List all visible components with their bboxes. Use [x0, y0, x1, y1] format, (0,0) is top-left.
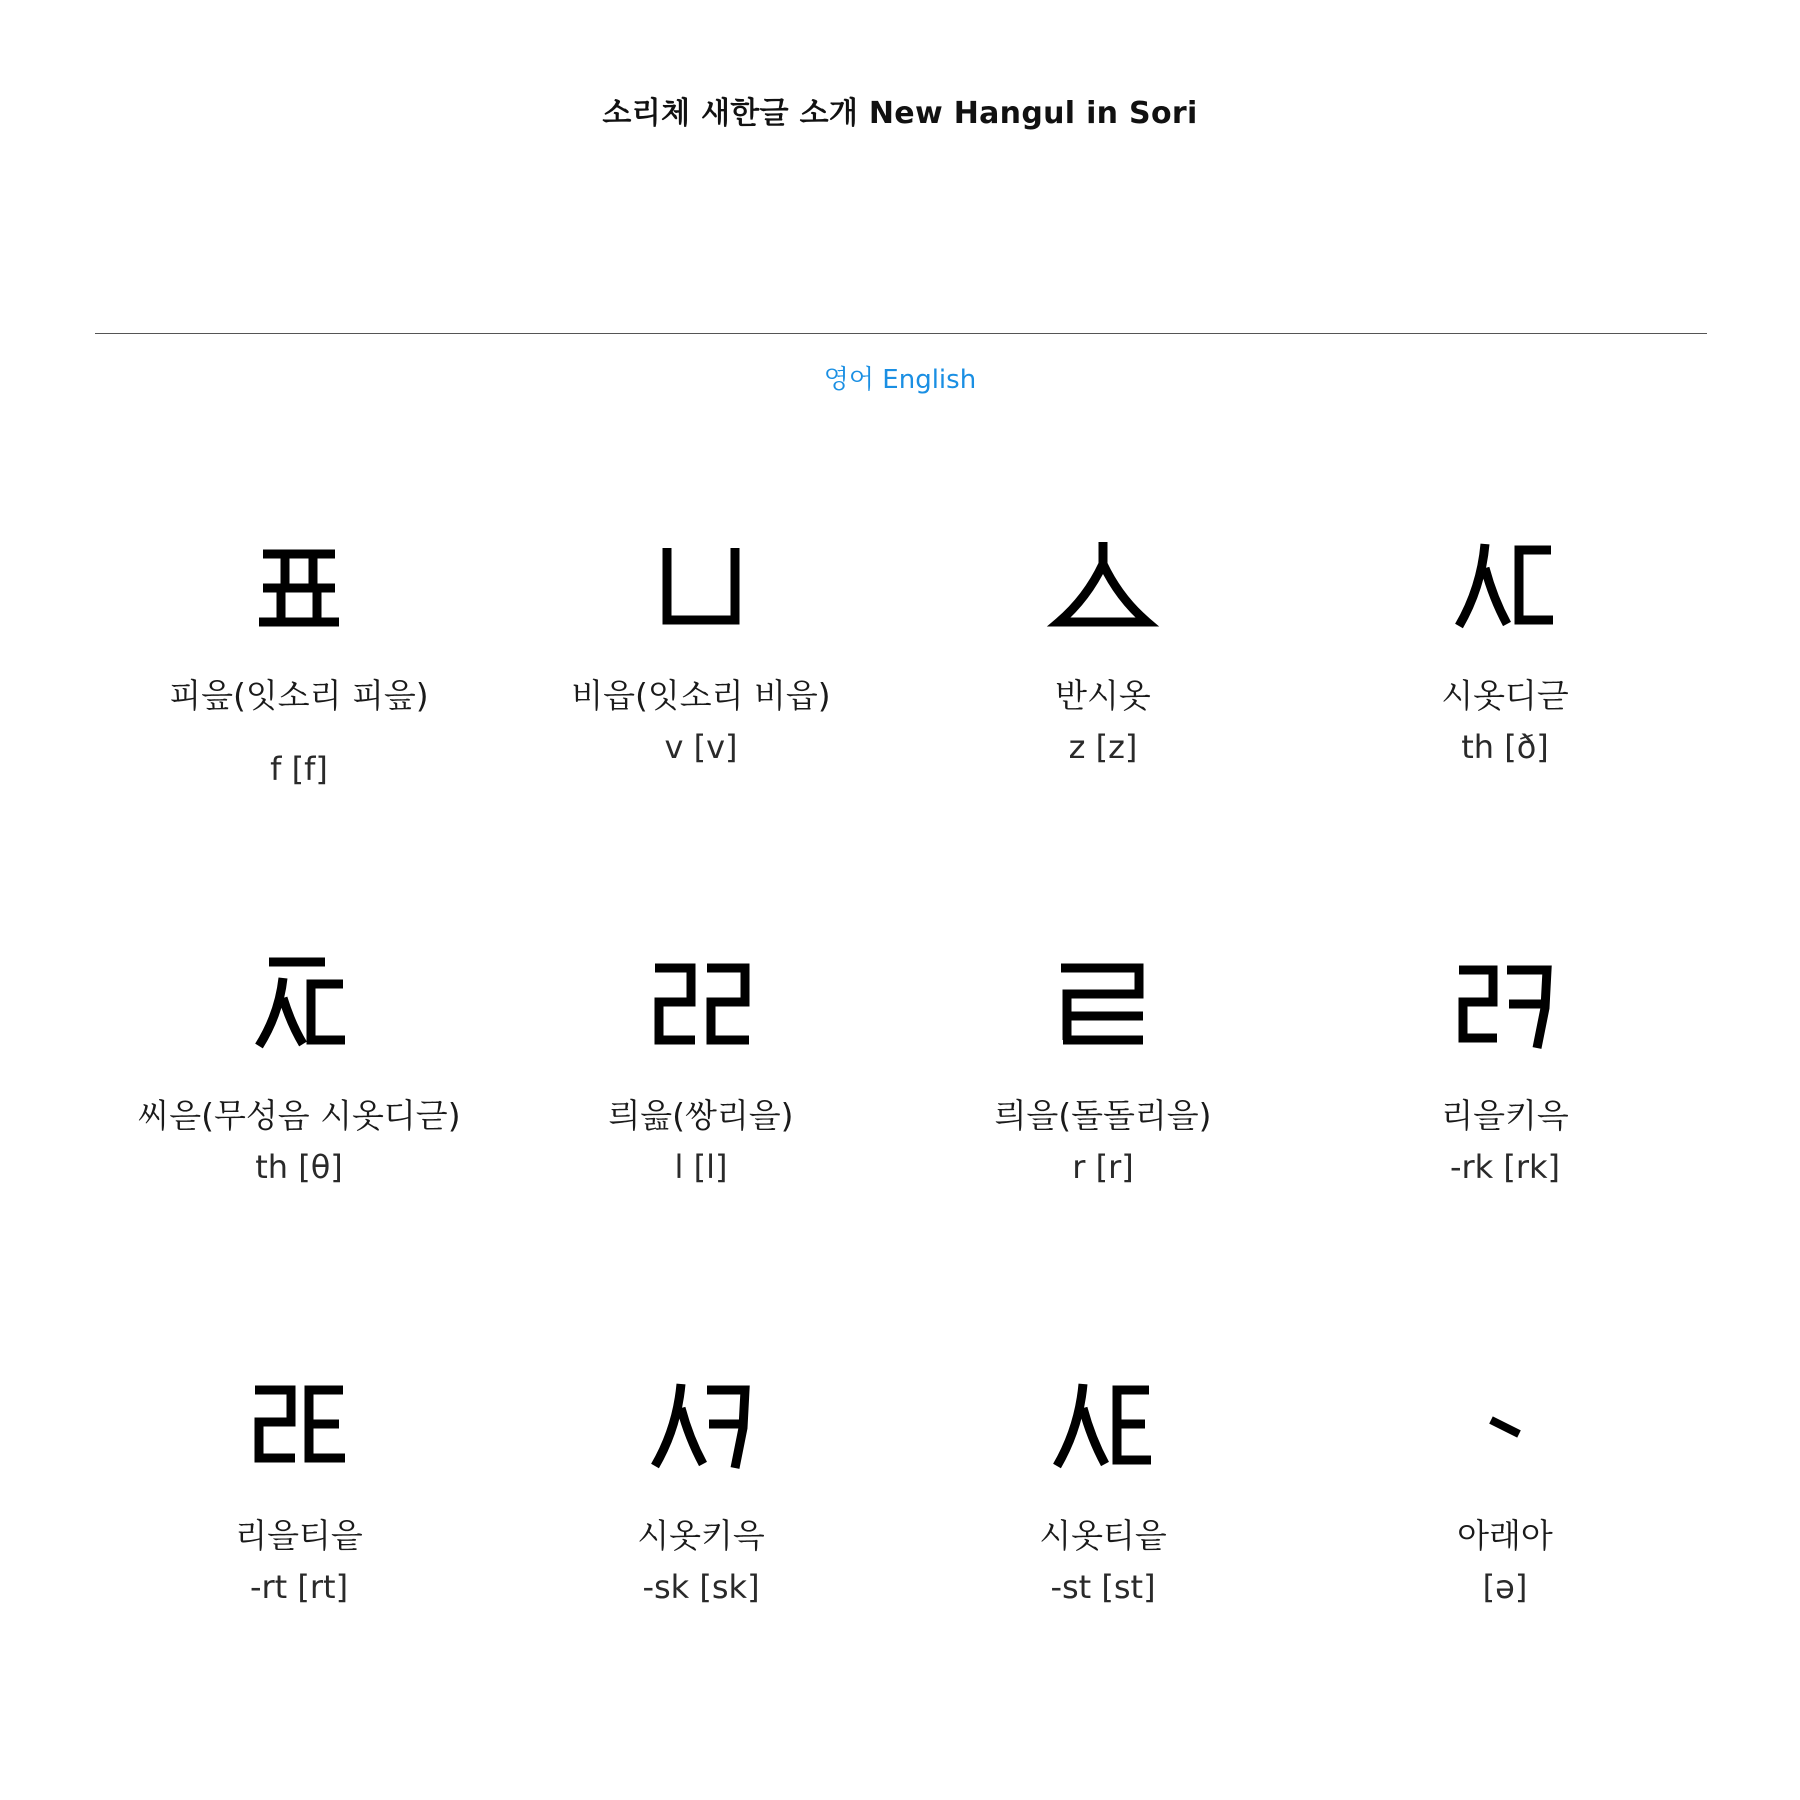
- letter-name: 릐을(돌돌리을): [994, 1096, 1212, 1135]
- letter-card: [500, 510, 902, 930]
- letter-card: [1304, 930, 1706, 1350]
- letter-sound: -st [st]: [1050, 1568, 1156, 1606]
- letter-sound: -rt [rt]: [249, 1568, 349, 1606]
- letter-card: [98, 510, 500, 930]
- letter-name: 시옷디귿: [1441, 676, 1569, 715]
- letter-card: [500, 930, 902, 1350]
- letter-sound: z [z]: [1068, 728, 1138, 766]
- letter-card: [98, 1350, 500, 1770]
- rieul-tieut-icon: [239, 1368, 359, 1478]
- language-link-english[interactable]: 영어 English: [823, 365, 977, 395]
- letter-card: [98, 930, 500, 1350]
- letter-sound: th [θ]: [255, 1148, 343, 1186]
- letter-sound: [ə]: [1482, 1568, 1528, 1606]
- letter-name: 리을티읕: [235, 1516, 363, 1555]
- letter-name: 비읍(잇소리 비읍): [571, 676, 831, 715]
- letter-sound: v [v]: [664, 728, 738, 766]
- letter-name: 반시옷: [1055, 676, 1151, 715]
- letter-name: 릐읊(쌍리을): [608, 1096, 794, 1135]
- ssiut-icon: [239, 948, 359, 1058]
- siot-tieut-icon: [1043, 1368, 1163, 1478]
- dolrieul-icon: [1043, 948, 1163, 1058]
- letter-name: 씨읃(무성음 시옷디귿): [137, 1096, 461, 1135]
- letter-name: 시옷키윽: [637, 1516, 765, 1555]
- letter-card: [902, 930, 1304, 1350]
- letter-name: 아래아: [1457, 1516, 1553, 1555]
- letter-name: 시옷티읕: [1039, 1516, 1167, 1555]
- rieul-kieuk-icon: [1445, 948, 1565, 1058]
- siot-kieuk-icon: [641, 1368, 761, 1478]
- phieuph-dental-icon: [239, 528, 359, 638]
- letter-card: [1304, 1350, 1706, 1770]
- letter-name: 리을키윽: [1441, 1096, 1569, 1135]
- letter-card: [1304, 510, 1706, 930]
- siot-digeut-icon: [1445, 528, 1565, 638]
- letter-sound: r [r]: [1072, 1148, 1134, 1186]
- letter-sound: f [f]: [270, 750, 328, 788]
- letter-sound: l [l]: [674, 1148, 728, 1186]
- letter-sound: th [ð]: [1461, 728, 1549, 766]
- letter-sound: -sk [sk]: [642, 1568, 760, 1606]
- bansiot-icon: [1043, 528, 1163, 638]
- letter-card: [902, 1350, 1304, 1770]
- divider: [95, 333, 1707, 334]
- ssangrieul-icon: [641, 948, 761, 1058]
- araea-icon: [1445, 1368, 1565, 1478]
- letter-name: 피읖(잇소리 피읖): [169, 676, 429, 715]
- bieup-dental-icon: [641, 528, 761, 638]
- letter-sound: -rk [rk]: [1449, 1148, 1561, 1186]
- letter-card: [902, 510, 1304, 930]
- letter-grid: [98, 510, 1706, 1770]
- page-title: 소리체 새한글 소개 New Hangul in Sori: [602, 96, 1198, 131]
- letter-card: [500, 1350, 902, 1770]
